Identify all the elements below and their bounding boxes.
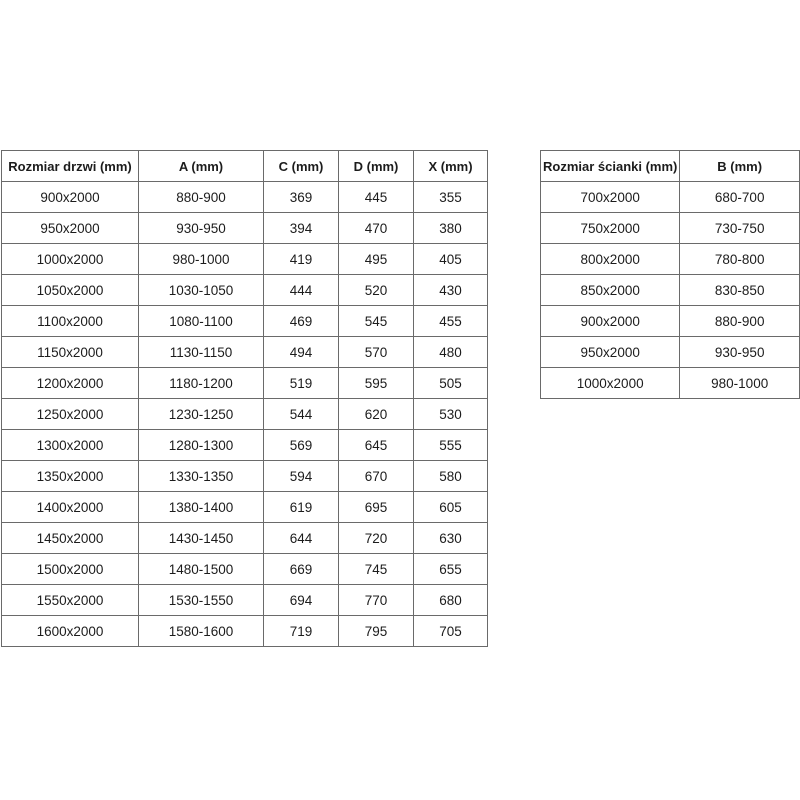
table-cell: 719 <box>264 616 339 647</box>
table-cell: 669 <box>264 554 339 585</box>
column-header: A (mm) <box>139 151 264 182</box>
table-cell: 730-750 <box>680 213 800 244</box>
table-cell: 480 <box>414 337 488 368</box>
table-cell: 1180-1200 <box>139 368 264 399</box>
table-cell: 430 <box>414 275 488 306</box>
table-cell: 605 <box>414 492 488 523</box>
table-cell: 630 <box>414 523 488 554</box>
table-cell: 405 <box>414 244 488 275</box>
table-cell: 1100x2000 <box>2 306 139 337</box>
column-header: X (mm) <box>414 151 488 182</box>
table-row <box>541 244 800 275</box>
table-row <box>2 275 488 306</box>
table-cell: 795 <box>339 616 414 647</box>
table-cell: 505 <box>414 368 488 399</box>
table-cell: 1350x2000 <box>2 461 139 492</box>
table-cell: 444 <box>264 275 339 306</box>
header-row <box>2 151 488 182</box>
table-cell: 619 <box>264 492 339 523</box>
table-cell: 620 <box>339 399 414 430</box>
wall-dimensions-table <box>540 150 800 399</box>
table-cell: 580 <box>414 461 488 492</box>
table-cell: 800x2000 <box>541 244 680 275</box>
table-row <box>2 492 488 523</box>
table-row <box>541 213 800 244</box>
table-cell: 469 <box>264 306 339 337</box>
table-cell: 850x2000 <box>541 275 680 306</box>
table-cell: 1000x2000 <box>541 368 680 399</box>
table-cell: 880-900 <box>139 182 264 213</box>
table-cell: 780-800 <box>680 244 800 275</box>
table-cell: 495 <box>339 244 414 275</box>
column-header: Rozmiar ścianki (mm) <box>541 151 680 182</box>
table-cell: 695 <box>339 492 414 523</box>
table-row <box>2 523 488 554</box>
table-row <box>2 368 488 399</box>
table-cell: 1530-1550 <box>139 585 264 616</box>
table-cell: 494 <box>264 337 339 368</box>
table-cell: 1080-1100 <box>139 306 264 337</box>
table-cell: 670 <box>339 461 414 492</box>
table-cell: 545 <box>339 306 414 337</box>
column-header: C (mm) <box>264 151 339 182</box>
table-cell: 1430-1450 <box>139 523 264 554</box>
table-cell: 1230-1250 <box>139 399 264 430</box>
table-cell: 880-900 <box>680 306 800 337</box>
table-cell: 930-950 <box>139 213 264 244</box>
table-cell: 1600x2000 <box>2 616 139 647</box>
table-cell: 544 <box>264 399 339 430</box>
table-cell: 705 <box>414 616 488 647</box>
table-row <box>2 616 488 647</box>
table-row <box>2 461 488 492</box>
table-cell: 1200x2000 <box>2 368 139 399</box>
table-row <box>541 182 800 213</box>
table-cell: 1550x2000 <box>2 585 139 616</box>
table-cell: 380 <box>414 213 488 244</box>
table-row <box>2 399 488 430</box>
table-cell: 655 <box>414 554 488 585</box>
table-cell: 930-950 <box>680 337 800 368</box>
table-row <box>2 430 488 461</box>
table-cell: 569 <box>264 430 339 461</box>
table-row <box>2 213 488 244</box>
table-cell: 369 <box>264 182 339 213</box>
table-cell: 980-1000 <box>139 244 264 275</box>
table-cell: 470 <box>339 213 414 244</box>
table-cell: 1150x2000 <box>2 337 139 368</box>
table-row <box>541 337 800 368</box>
table-cell: 1480-1500 <box>139 554 264 585</box>
table-cell: 394 <box>264 213 339 244</box>
table-cell: 700x2000 <box>541 182 680 213</box>
wall-dimensions-grid <box>540 150 800 399</box>
table-row <box>2 585 488 616</box>
table-cell: 1450x2000 <box>2 523 139 554</box>
table-cell: 1030-1050 <box>139 275 264 306</box>
table-cell: 1580-1600 <box>139 616 264 647</box>
table-cell: 570 <box>339 337 414 368</box>
table-row <box>2 182 488 213</box>
column-header: Rozmiar drzwi (mm) <box>2 151 139 182</box>
table-cell: 1400x2000 <box>2 492 139 523</box>
table-cell: 980-1000 <box>680 368 800 399</box>
table-cell: 595 <box>339 368 414 399</box>
table-cell: 520 <box>339 275 414 306</box>
table-cell: 950x2000 <box>2 213 139 244</box>
table-row <box>2 244 488 275</box>
table-cell: 1380-1400 <box>139 492 264 523</box>
column-header: D (mm) <box>339 151 414 182</box>
table-cell: 745 <box>339 554 414 585</box>
table-cell: 519 <box>264 368 339 399</box>
table-cell: 680 <box>414 585 488 616</box>
header-row <box>541 151 800 182</box>
table-cell: 1330-1350 <box>139 461 264 492</box>
table-cell: 455 <box>414 306 488 337</box>
door-dimensions-grid <box>1 150 488 647</box>
table-row <box>541 306 800 337</box>
table-cell: 1500x2000 <box>2 554 139 585</box>
table-row <box>2 337 488 368</box>
door-dimensions-table <box>1 150 488 647</box>
table-cell: 680-700 <box>680 182 800 213</box>
table-cell: 950x2000 <box>541 337 680 368</box>
table-cell: 900x2000 <box>2 182 139 213</box>
table-cell: 530 <box>414 399 488 430</box>
table-cell: 720 <box>339 523 414 554</box>
table-cell: 1280-1300 <box>139 430 264 461</box>
table-cell: 900x2000 <box>541 306 680 337</box>
table-row <box>2 554 488 585</box>
table-cell: 694 <box>264 585 339 616</box>
table-row <box>541 275 800 306</box>
table-cell: 750x2000 <box>541 213 680 244</box>
table-cell: 1050x2000 <box>2 275 139 306</box>
table-cell: 645 <box>339 430 414 461</box>
column-header: B (mm) <box>680 151 800 182</box>
table-cell: 1250x2000 <box>2 399 139 430</box>
table-cell: 830-850 <box>680 275 800 306</box>
table-cell: 355 <box>414 182 488 213</box>
table-cell: 419 <box>264 244 339 275</box>
table-cell: 770 <box>339 585 414 616</box>
table-cell: 445 <box>339 182 414 213</box>
table-row <box>541 368 800 399</box>
table-cell: 1300x2000 <box>2 430 139 461</box>
table-cell: 1130-1150 <box>139 337 264 368</box>
table-row <box>2 306 488 337</box>
table-cell: 1000x2000 <box>2 244 139 275</box>
table-cell: 555 <box>414 430 488 461</box>
table-cell: 594 <box>264 461 339 492</box>
table-cell: 644 <box>264 523 339 554</box>
